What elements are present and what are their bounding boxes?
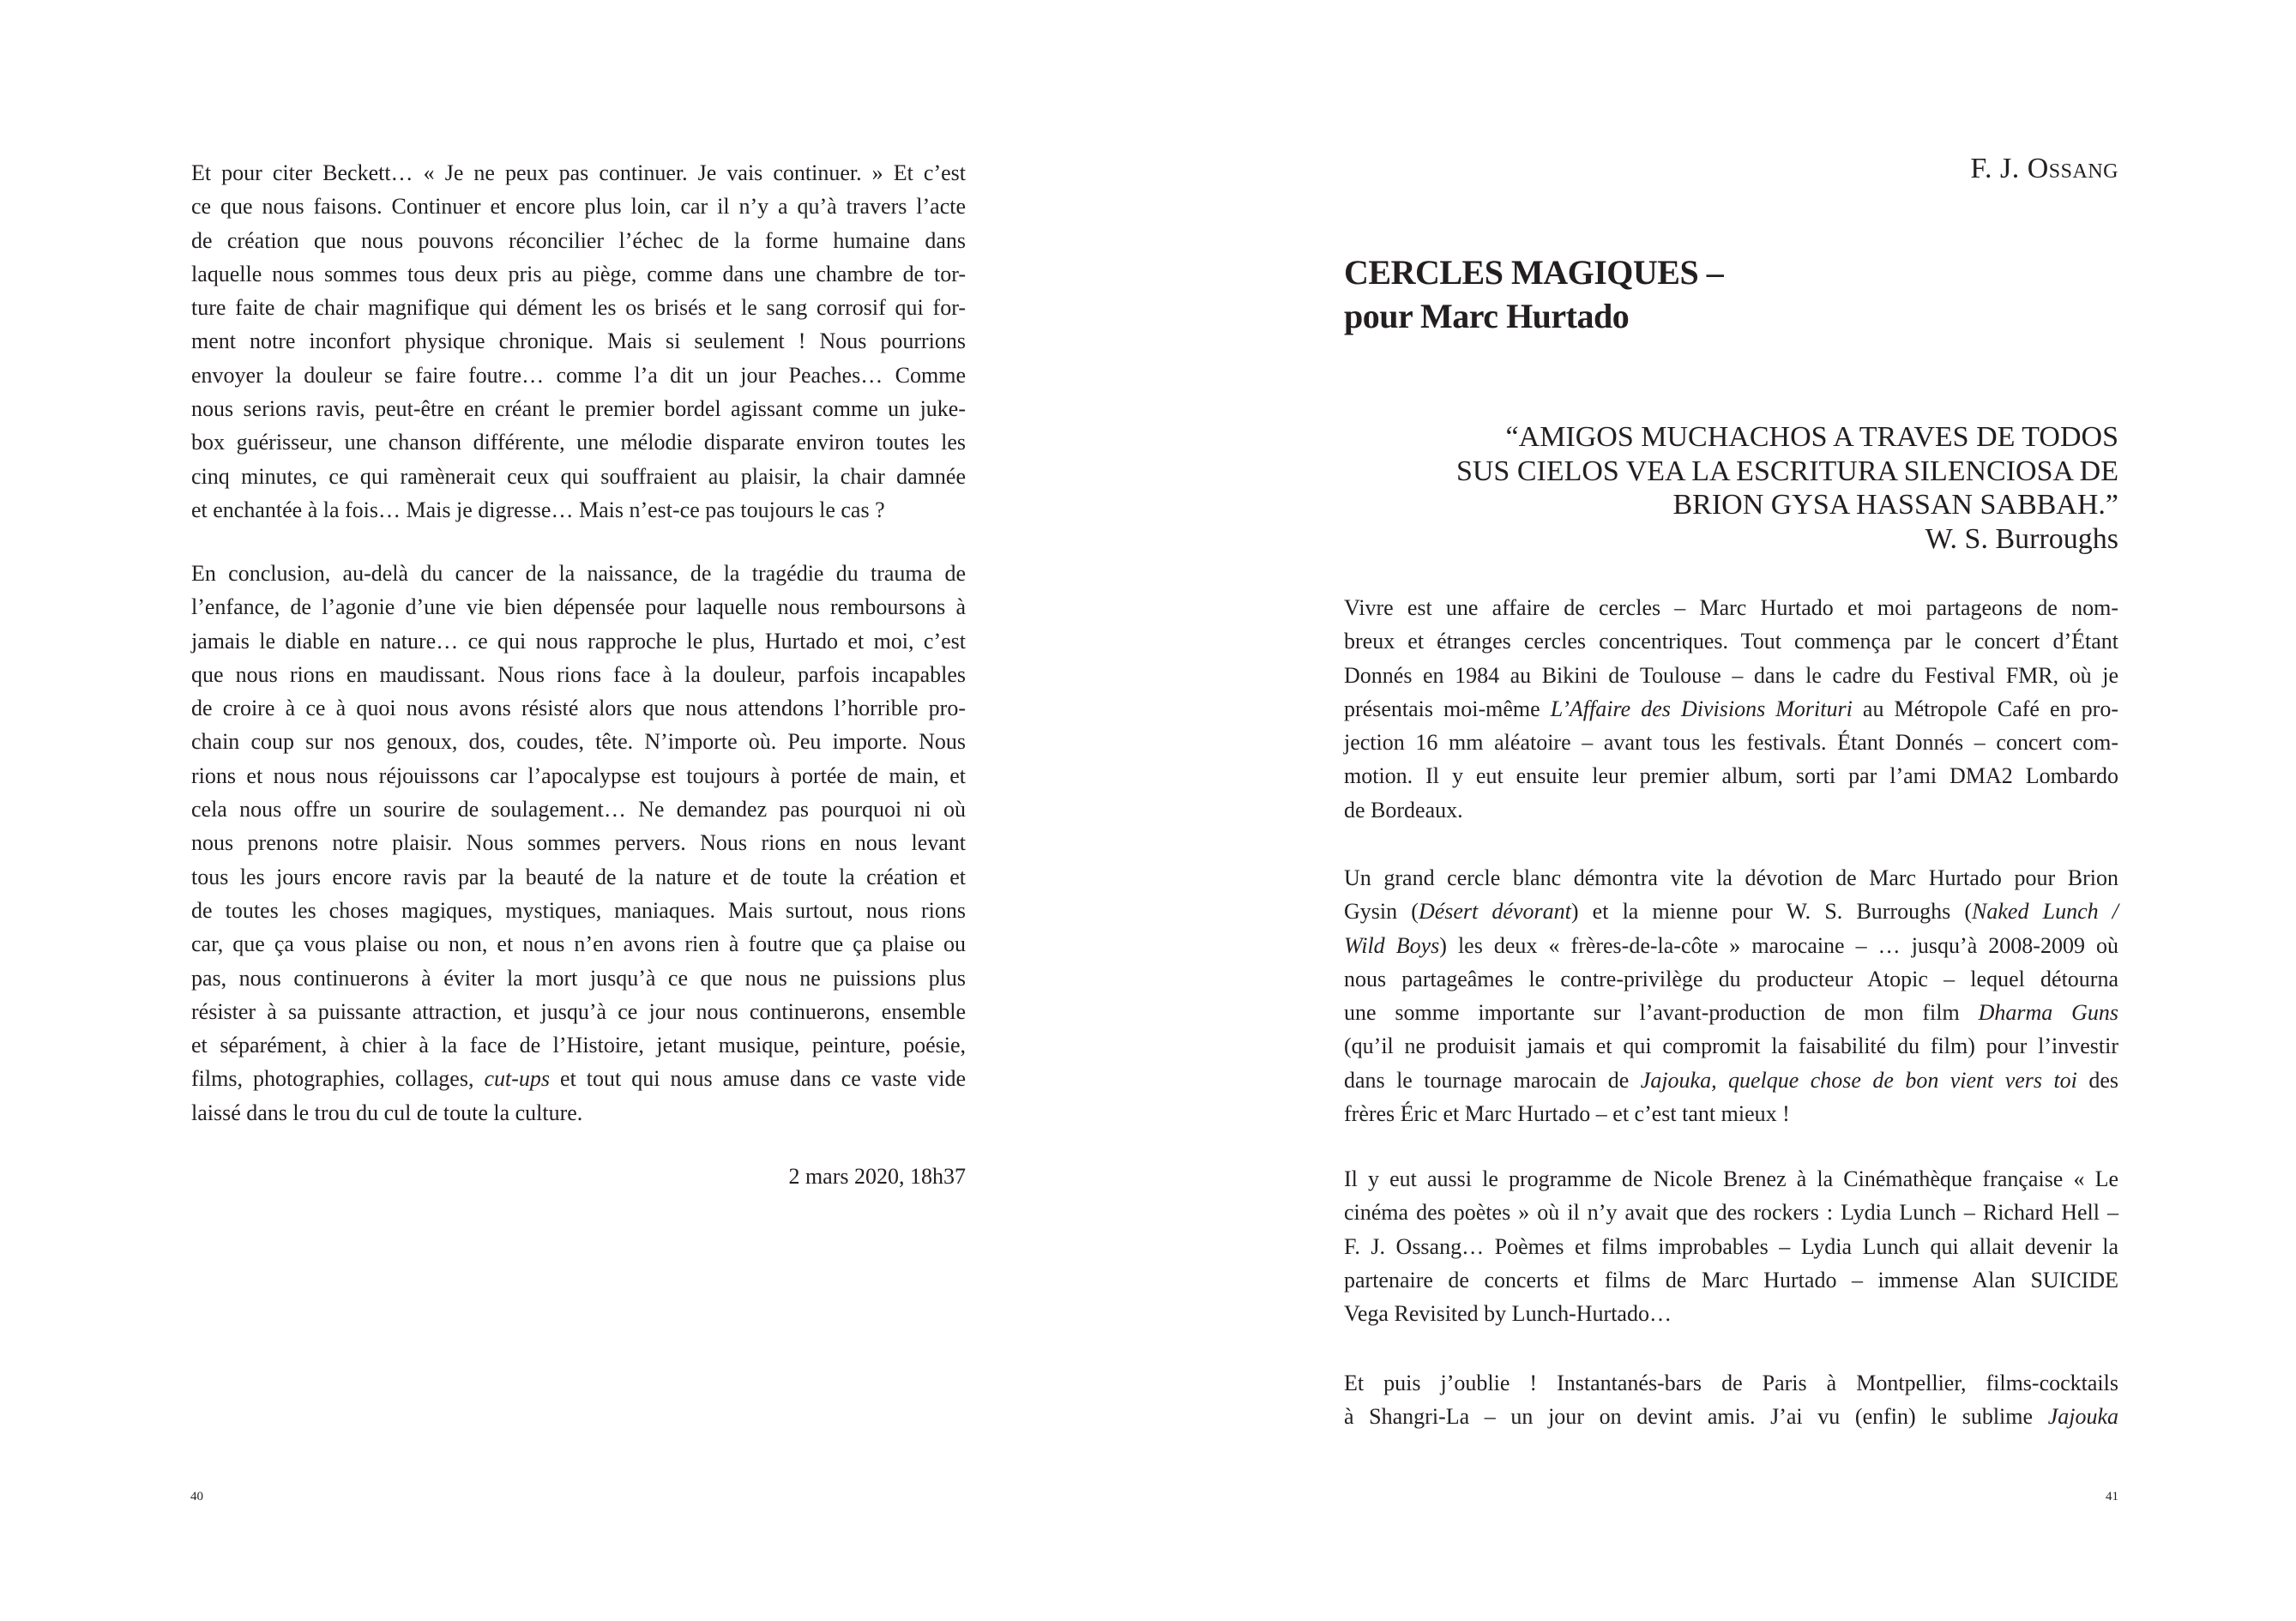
text-line: envoyer la douleur se faire foutre… comme l’a dit un jour Peaches… Comme [191, 362, 966, 388]
running-head-author: F. J. Ossang [1970, 153, 2118, 184]
paragraph [1344, 1366, 2118, 1434]
text-line: que nous rions en maudissant. Nous rions face à la douleur, parfois incapables [191, 661, 966, 687]
text-line: Vega Revisited by Lunch-Hurtado… [1344, 1301, 1672, 1327]
text-line: ce que nous faisons. Continuer et encore plus loin, car il n’y a qu’à travers l’acte [191, 194, 966, 220]
paragraph [1344, 861, 2118, 1130]
epigraph-line: SUS CIELOS VEA LA ESCRITURA SILENCIOSA DE [1455, 455, 2118, 487]
italic-title: Wild Boys [1344, 932, 1440, 958]
paragraph [191, 557, 966, 1130]
text-line: et enchantée à la fois… Mais je digresse… Mais n’est-ce pas toujours le cas ? [191, 497, 885, 522]
text-line: de toutes les choses magiques, mystiques, maniaques. Mais surtout, nous rions [191, 897, 966, 923]
text-segment: films, photographies, collages, [191, 1066, 485, 1092]
text-line: laissé dans le trou du cul de toute la culture. [191, 1100, 583, 1125]
text-line [1344, 929, 2118, 962]
date-signature: 2 mars 2020, 18h37 [788, 1164, 966, 1189]
italic-title: Dharma Guns [1978, 1000, 2118, 1026]
text-line: de croire à ce à quoi nous avons résisté alors que nous attendons l’horrible pro- [191, 696, 966, 721]
text-line: car, que ça vous plaise ou non, et nous n’en avons rien à foutre que ça plaise ou [191, 931, 966, 957]
epigraph-attribution: W. S. Burroughs [1925, 522, 2118, 555]
chapter-title-line: CERCLES MAGIQUES – [1344, 253, 1724, 292]
page-number: 41 [2106, 1490, 2118, 1503]
italic-title: cut-ups [484, 1066, 551, 1092]
text-line [1344, 1064, 2118, 1097]
text-line: cela nous offre un sourire de soulagement… Ne demandez pas pourquoi ni où [191, 797, 966, 823]
text-line: box guérisseur, une chanson différente, une mélodie disparate environ toutes les [191, 430, 966, 455]
italic-title: Jajouka [2047, 1404, 2118, 1430]
text-line: cinéma des poètes » où il n’y avait que des rockers : Lydia Lunch – Richard Hell – [1344, 1200, 2118, 1226]
text-segment: présentais moi-même [1344, 696, 1551, 721]
text-line: motion. Il y eut ensuite leur premier album, sorti par l’ami DMA2 Lombardo [1344, 763, 2118, 789]
text-line: partenaire de concerts et films de Marc Hurtado – immense Alan SUICIDE [1344, 1267, 2118, 1293]
italic-title: Désert dévorant [1418, 899, 1571, 925]
italic-title: Naked Lunch / [1972, 899, 2119, 925]
text-line: et séparément, à chier à la face de l’Histoire, jetant musique, peinture, poésie, [191, 1033, 966, 1058]
text-line: nous prenons notre plaisir. Nous sommes pervers. Nous rions en nous levant [191, 830, 966, 856]
italic-title: L’Affaire des Divisions Morituri [1550, 696, 1853, 721]
text-line: laquelle nous sommes tous deux pris au piège, comme dans une chambre de tor- [191, 261, 966, 286]
paragraph [1344, 591, 2118, 827]
text-line [1344, 895, 2118, 928]
text-line: résister à sa puissante attraction, et jusqu’à ce jour nous continuerons, ensemble [191, 998, 966, 1024]
text-segment: et tout qui nous amuse dans ce vaste vide [550, 1066, 966, 1092]
text-segment: ) les deux « frères-de-la-côte » marocaine – … jusqu’à 2008-2009 où [1439, 932, 2118, 958]
right-page [1148, 0, 2296, 1621]
text-line: nous partageâmes le contre-privilège du producteur Atopic – lequel détourna [1344, 966, 2118, 991]
text-line: Donnés en 1984 au Bikini de Toulouse – dans le cadre du Festival FMR, où je [1344, 662, 2118, 688]
text-line: frères Éric et Marc Hurtado – et c’est tant mieux ! [1344, 1101, 1790, 1127]
epigraph [1344, 420, 2118, 556]
text-line: l’enfance, de l’agonie d’une vie bien dépensée pour laquelle nous remboursons à [191, 594, 966, 620]
text-line: de Bordeaux. [1344, 797, 1463, 823]
text-line: Et puis j’oublie ! Instantanés-bars de Paris à Montpellier, films-cocktails [1344, 1371, 2118, 1395]
text-line: jamais le diable en nature… ce qui nous rapproche le plus, Hurtado et moi, c’est [191, 628, 966, 654]
text-line: nous serions ravis, peut-être en créant le premier bordel agissant comme un juke- [191, 396, 966, 422]
text-line: En conclusion, au-delà du cancer de la naissance, de la tragédie du trauma de [191, 561, 966, 586]
epigraph-line: BRION GYSA HASSAN SABBAH.” [1672, 489, 2118, 521]
text-line: Un grand cercle blanc démontra vite la dévotion de Marc Hurtado pour Brion [1344, 865, 2118, 890]
chapter-subtitle: pour Marc Hurtado [1344, 297, 1630, 335]
text-line: ture faite de chair magnifique qui dément les os brisés et le sang corrosif qui for- [191, 295, 966, 321]
text-line: (qu’il ne produisit jamais et qui compromit la faisabilité du film) pour l’investir [1344, 1033, 2118, 1059]
text-segment: au Métropole Café en pro- [1852, 696, 2118, 721]
text-line: tous les jours encore ravis par la beauté de la nature et de toute la création et [191, 864, 966, 889]
text-segment: des [2076, 1067, 2118, 1093]
paragraph [191, 156, 966, 527]
chapter-title [1344, 250, 1723, 338]
text-line: Vivre est une affaire de cercles – Marc Hurtado et moi partageons de nom- [1344, 595, 2118, 620]
text-line [1344, 996, 2118, 1029]
epigraph-line: “AMIGOS MUCHACHOS A TRAVES DE TODOS [1505, 421, 2118, 453]
text-line: Et pour citer Beckett… « Je ne peux pas continuer. Je vais continuer. » Et c’est [191, 160, 966, 185]
italic-title: Jajouka, quelque chose de bon vient vers toi [1640, 1067, 2077, 1093]
text-line [1344, 692, 2118, 726]
text-segment: dans le tournage marocain de [1344, 1067, 1641, 1093]
text-line: Il y eut aussi le programme de Nicole Brenez à la Cinémathèque française « Le [1344, 1166, 2118, 1191]
text-line: breux et étranges cercles concentriques. Tout commença par le concert d’Étant [1344, 629, 2118, 654]
text-line: de création que nous pouvons réconcilier l’échec de la forme humaine dans [191, 227, 966, 253]
text-segment: Gysin ( [1344, 899, 1419, 925]
text-line: pas, nous continuerons à éviter la mort jusqu’à ce que nous ne puissions plus [191, 965, 966, 991]
text-line: chain coup sur nos genoux, dos, coudes, tête. N’importe où. Peu importe. Nous [191, 729, 966, 755]
paragraph [1344, 1162, 2118, 1330]
text-line: cinq minutes, ce qui ramènerait ceux qui souffraient au plaisir, la chair damnée [191, 463, 966, 489]
text-line: jection 16 mm aléatoire – avant tous les festivals. Étant Donnés – concert com- [1344, 730, 2118, 756]
text-line [191, 1062, 966, 1095]
text-segment: ) et la mienne pour W. S. Burroughs ( [1570, 899, 1973, 925]
text-line: rions et nous nous réjouissons car l’apocalypse est toujours à portée de main, et [191, 762, 966, 788]
text-line: ment notre inconfort physique chronique. Mais si seulement ! Nous pourrions [191, 328, 966, 354]
text-line [1344, 1400, 2118, 1433]
text-segment: une somme importante sur l’avant-production de mon film [1344, 1000, 1979, 1026]
page-number: 40 [190, 1490, 203, 1503]
text-line: F. J. Ossang… Poèmes et films improbables – Lydia Lunch qui allait devenir la [1344, 1233, 2118, 1259]
text-segment: à Shangri-La – un jour on devint amis. J’ai vu (enfin) le sublime [1344, 1404, 2048, 1430]
